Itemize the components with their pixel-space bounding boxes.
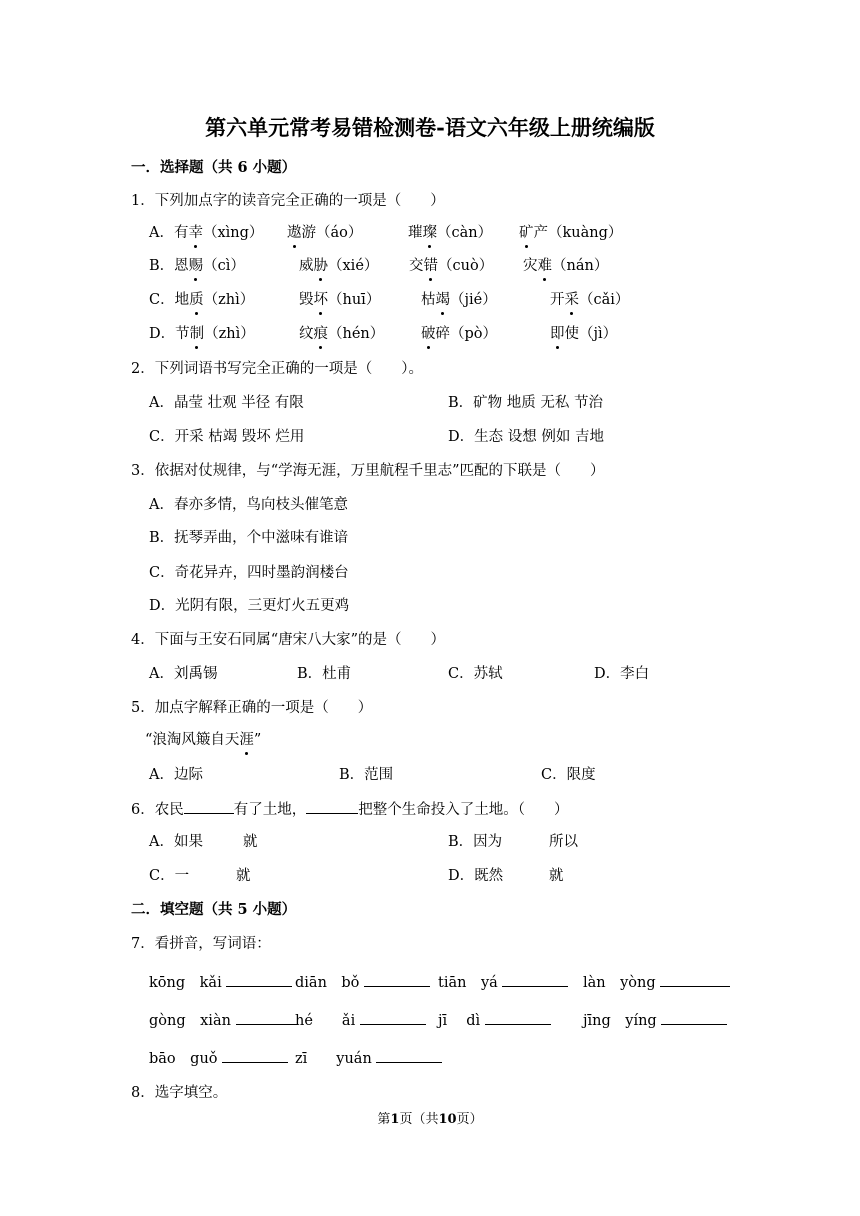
answer-blank[interactable]	[364, 972, 430, 987]
q1-option-a: A．有幸（xìng）	[149, 225, 264, 241]
pinyin-item: gòng xiàn	[149, 1010, 298, 1031]
q1-option-b: B．恩赐（cì）	[149, 258, 245, 274]
q4-option-b: B．杜甫	[297, 666, 352, 682]
q1-option-c-item3: 枯竭（jié）	[421, 292, 497, 308]
q1-option-a-item3: 璀璨（càn）	[408, 225, 493, 241]
pinyin-item: tiān yá	[438, 972, 568, 993]
q6-option-c-second: 就	[236, 868, 251, 884]
q6-option-d: D．既然	[448, 868, 504, 884]
question-8-stem: 8．选字填空。	[131, 1085, 228, 1101]
document-title: 第六单元常考易错检测卷-语文六年级上册统编版	[205, 115, 655, 140]
q6-option-d-second: 就	[549, 868, 564, 884]
question-4-stem: 4．下面与王安石同属“唐宋八大家”的是（ ）	[131, 632, 446, 648]
q6-option-b: B．因为	[448, 834, 503, 850]
q1-option-d-item3: 破碎（pò）	[421, 326, 498, 342]
pinyin-item: bāo guǒ	[149, 1048, 288, 1069]
q6-option-b-second: 所以	[549, 834, 578, 850]
q2-option-b: B．矿物 地质 无私 节治	[448, 395, 603, 411]
q6-blank-1[interactable]	[184, 799, 234, 814]
question-7-stem: 7．看拼音，写词语：	[131, 936, 271, 952]
q4-option-c: C．苏轼	[448, 666, 503, 682]
q1-option-a-item2: 遨游（áo）	[287, 225, 363, 241]
answer-blank[interactable]	[485, 1010, 551, 1025]
question-3-stem: 3．依据对仗规律，与“学海无涯，万里航程千里志”匹配的下联是（ ）	[131, 463, 605, 479]
q5-quote: “浪淘风簸自天涯”	[145, 732, 262, 748]
answer-blank[interactable]	[376, 1048, 442, 1063]
q2-option-a: A．晶莹 壮观 半径 有限	[149, 395, 304, 411]
answer-blank[interactable]	[360, 1010, 426, 1025]
q6-blank-2[interactable]	[306, 799, 358, 814]
answer-blank[interactable]	[226, 972, 292, 987]
pinyin-item: zī yuán	[295, 1048, 442, 1069]
q2-option-d: D．生态 设想 例如 吉地	[448, 429, 604, 445]
answer-blank[interactable]	[660, 972, 730, 987]
question-1-stem: 1．下列加点字的读音完全正确的一项是（ ）	[131, 193, 445, 209]
q3-option-a: A．春亦多情，鸟向枝头催笔意	[149, 497, 348, 513]
q1-option-c-item2: 毁坏（huī）	[299, 292, 381, 308]
q1-option-c: C．地质（zhì）	[149, 292, 255, 308]
pinyin-item: làn yòng	[583, 972, 730, 993]
pinyin-item: jī dì	[438, 1010, 551, 1031]
q4-option-d: D．李白	[594, 666, 650, 682]
question-2-stem: 2．下列词语书写完全正确的一项是（ ）。	[131, 361, 423, 377]
q1-option-d-item2: 纹痕（hén）	[299, 326, 385, 342]
q5-option-a: A．边际	[149, 767, 203, 783]
q5-option-b: B．范围	[339, 767, 394, 783]
q3-option-d: D．光阴有限，三更灯火五更鸡	[149, 598, 350, 614]
q6-option-c: C．一	[149, 868, 190, 884]
q1-option-d: D．节制（zhì）	[149, 326, 255, 342]
section-heading-fill: 二．填空题（共 5 小题）	[131, 901, 297, 918]
q1-option-b-item3: 交错（cuò）	[409, 258, 494, 274]
pinyin-item: hé ǎi	[295, 1010, 426, 1031]
q3-option-b: B．抚琴弄曲，个中滋味有谁谙	[149, 530, 349, 546]
q3-option-c: C．奇花异卉，四时墨韵润楼台	[149, 565, 349, 581]
q1-option-c-item4: 开采（cǎi）	[550, 292, 630, 308]
q5-option-c: C．限度	[541, 767, 596, 783]
q1-option-b-item2: 威胁（xié）	[299, 258, 379, 274]
answer-blank[interactable]	[661, 1010, 727, 1025]
question-6-stem: 6．农民 有了土地， 把整个生命投入了土地。（ ）	[131, 799, 568, 820]
question-5-stem: 5．加点字解释正确的一项是（ ）	[131, 700, 373, 716]
page-footer: 第1页（共10页）	[377, 1112, 483, 1127]
pinyin-item: kōng kǎi	[149, 972, 292, 993]
answer-blank[interactable]	[236, 1010, 298, 1025]
pinyin-item: jīng yíng	[583, 1010, 727, 1031]
q2-option-c: C．开采 枯竭 毁坏 烂用	[149, 429, 305, 445]
answer-blank[interactable]	[222, 1048, 288, 1063]
section-heading-choice: 一．选择题（共 6 小题）	[131, 159, 297, 176]
answer-blank[interactable]	[502, 972, 568, 987]
q6-option-a-second: 就	[243, 834, 258, 850]
q1-option-b-item4: 灾难（nán）	[523, 258, 609, 274]
q4-option-a: A．刘禹锡	[149, 666, 218, 682]
pinyin-item: diān bǒ	[295, 972, 430, 993]
q1-option-d-item4: 即使（jì）	[550, 326, 618, 342]
q6-option-a: A．如果	[149, 834, 203, 850]
q1-option-a-item4: 矿产（kuàng）	[519, 225, 623, 241]
